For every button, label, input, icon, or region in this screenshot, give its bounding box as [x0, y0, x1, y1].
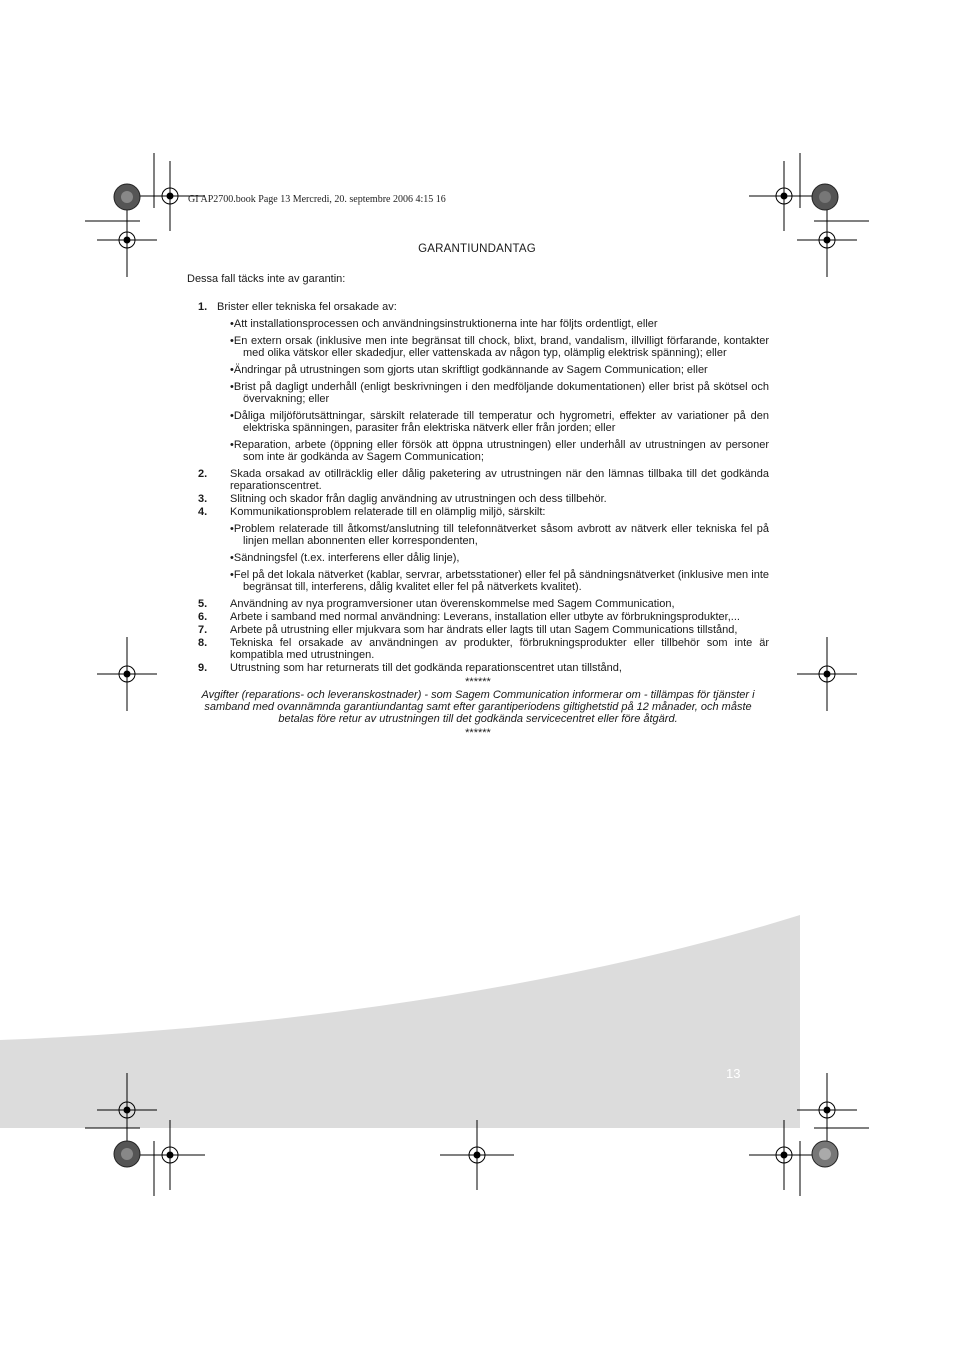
- page-number: 13: [726, 1066, 741, 1081]
- bullet-item: •Problem relaterade till åtkomst/anslutning till telefonnätverket såsom avbrott av nätverk eller tekniska fel på linjen mellan abonnenten eller korrespondenten,: [230, 523, 769, 547]
- bullet-item: •Sändningsfel (t.ex. interferens eller dålig linje),: [230, 552, 460, 564]
- page-title: GARANTIUNDANTAG: [418, 243, 536, 255]
- bullet-item: •En extern orsak (inklusive men inte begränsat till chock, blixt, brand, vandalism, illvilligt förfarande, kontakter med olika vätskor eller skadedjur, eller vattenskada av någon typ, olämplig elektrisk spänning); eller: [230, 335, 769, 359]
- list-item: [187, 506, 769, 518]
- bullet-item: •Reparation, arbete (öppning eller försök att öppna utrustningen) eller underhåll av utrustningen av personer som inte är godkända av Sagem Communication;: [230, 439, 769, 463]
- list-item-text: Användning av nya programversioner utan överenskommelse med Sagem Communication,: [230, 598, 675, 610]
- bullet-item: •Dåliga miljöförutsättningar, särskilt relaterade till temperatur och hygrometri, effekter av variationer på den elektriska spänningen, parasiter från elektriska nätverk eller från jorden; eller: [230, 410, 769, 434]
- list-item-number: 4.: [198, 506, 208, 518]
- list-item-number: 5.: [198, 598, 208, 610]
- separator-stars-bottom: ******: [465, 727, 491, 739]
- list-item-text: Kommunikationsproblem relaterade till en olämplig miljö, särskilt:: [230, 506, 546, 518]
- list-item-number: 8.: [198, 637, 208, 649]
- list-item: [187, 624, 769, 636]
- separator-stars: ******: [465, 676, 491, 688]
- list-item: [187, 662, 769, 674]
- list-item-number: 6.: [198, 611, 208, 623]
- list-item: [187, 468, 769, 492]
- list-item: [187, 637, 769, 661]
- intro-text: Dessa fall täcks inte av garantin:: [187, 273, 346, 285]
- bullet-list: [230, 523, 769, 593]
- list-item-text: Brister eller tekniska fel orsakade av:: [217, 301, 397, 313]
- bullet-item: •Att installationsprocessen och användningsinstruktionerna inte har följts ordentligt, eller: [230, 318, 658, 330]
- list-item-number: 7.: [198, 624, 208, 636]
- bullet-item: •Fel på det lokala nätverket (kablar, servrar, arbetsstationer) eller fel på sändningsnätverket (inklusive men inte begränsat till, interferens, dålig kvalitet eller fel på nätverkets kvalitet).: [230, 569, 769, 593]
- list-item-number: 3.: [198, 493, 208, 505]
- fee-note: Avgifter (reparations- och leveranskostnader) - som Sagem Communication informerar om - tillämpas för tjänster i samband med ovannämnda garantiundantag samt efter garantiperiodens giltighetstid på 12 månader, och måste betalas före retur av utrustningen till det godkända servicecentret eller före åtgärd.: [201, 689, 755, 725]
- bullet-list: [230, 318, 769, 463]
- list-item-text: Utrustning som har returnerats till det godkända reparationscentret utan tillstånd,: [230, 662, 622, 674]
- list-item-number: 9.: [198, 662, 208, 674]
- list-item-text: Slitning och skador från daglig användning av utrustningen och dess tillbehör.: [230, 493, 607, 505]
- print-info-line: GI AP2700.book Page 13 Mercredi, 20. septembre 2006 4:15 16: [188, 194, 446, 205]
- bullet-item: •Ändringar på utrustningen som gjorts utan skriftligt godkännande av Sagem Communication; eller: [230, 364, 708, 376]
- list-item: [187, 493, 769, 505]
- list-item-number: 1.: [198, 301, 208, 313]
- list-item-text: Skada orsakad av otillräcklig eller dålig paketering av utrustningen när den lämnas tillbaka till det godkända reparationscentret.: [230, 468, 769, 492]
- list-item: [187, 598, 769, 610]
- list-item: [187, 611, 769, 623]
- list-item-text: Arbete i samband med normal användning: Leverans, installation eller utbyte av förbrukningsprodukter,...: [230, 611, 740, 623]
- list-item-text: Tekniska fel orsakade av användningen av produkter, förbrukningsprodukter eller tillbehör som inte är kompatibla med utrustningen.: [230, 637, 769, 661]
- list-item-text: Arbete på utrustning eller mjukvara som har ändrats eller lagts till utan Sagem Communications tillstånd,: [230, 624, 738, 636]
- bullet-item: •Brist på dagligt underhåll (enligt beskrivningen i den medföljande dokumentationen) eller brist på skötsel och övervakning; eller: [230, 381, 769, 405]
- list-item-number: 2.: [198, 468, 208, 480]
- exclusions-list: [187, 300, 769, 739]
- list-item: [187, 301, 769, 313]
